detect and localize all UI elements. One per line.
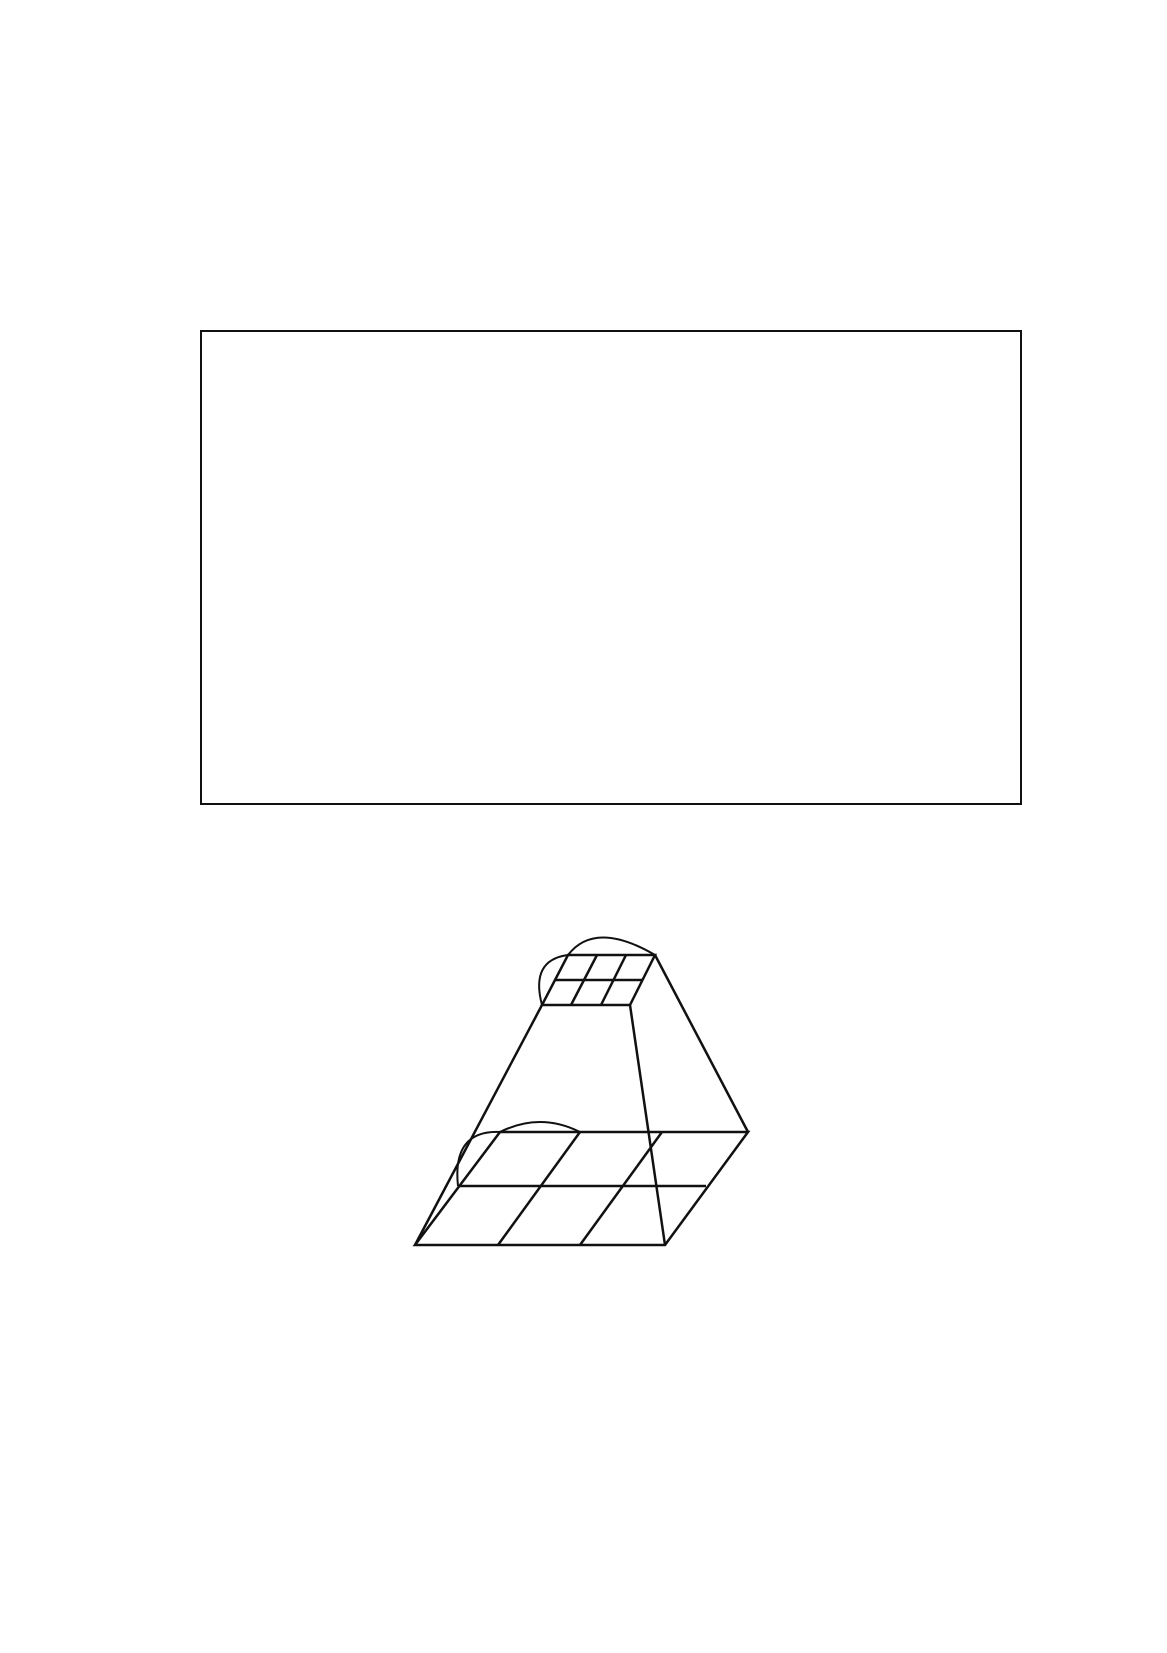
frustum-edge — [630, 1005, 665, 1245]
condition-item — [216, 416, 1006, 455]
coverage-diagram — [400, 880, 820, 1260]
condition-item — [216, 338, 1006, 377]
dimension-arc — [500, 1122, 580, 1132]
condition-item — [216, 533, 1006, 572]
frustum-edge — [655, 955, 748, 1132]
footprint-grid-line — [498, 1132, 580, 1245]
condition-item — [216, 455, 1006, 494]
conditions-list — [216, 338, 1006, 572]
section-title — [170, 160, 218, 188]
condition-item — [216, 494, 1006, 533]
condition-item — [216, 377, 1006, 416]
conditions-box — [200, 330, 1022, 805]
footprint-grid-line — [580, 1132, 662, 1245]
dimension-arc — [568, 938, 655, 956]
